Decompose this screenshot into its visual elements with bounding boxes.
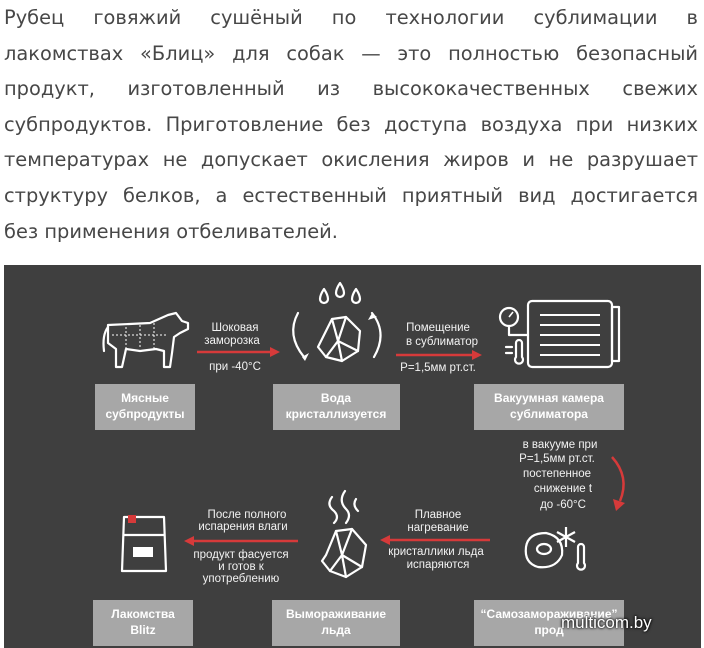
note-text: снижение t [533,483,593,495]
label-offal-line2: субпродукты [105,407,185,421]
label-treats-line2: Blitz [130,623,156,637]
label-box-vacuum-chamber [474,384,624,430]
note-text: нагревание [407,522,469,534]
label-chamber-line1: Вакуумная камера [494,391,604,405]
note-text: заморозка [204,335,260,347]
label-freezeout-line2: льда [321,623,351,637]
note-text: при -40°С [209,361,261,373]
label-treats-line1: Лакомства [111,607,175,621]
label-water-line1: Вода [320,391,352,405]
label-selffreeze-line2: прод [534,623,564,637]
label-box-ice-freeze-out [272,600,400,646]
label-chamber-line2: сублиматора [510,407,588,421]
note-text: Плавное [414,509,462,521]
note-text: Помещение [406,322,470,334]
description-line: субпродуктов. Приготовление без доступа воздуха при низких [4,112,698,136]
label-box-offal [95,384,195,430]
note-text: После полного [207,509,287,521]
label-box-treats [93,600,193,646]
product-description [4,0,698,249]
label-offal-line1: Мясные [121,391,169,405]
note-text: Шоковая [211,322,259,334]
label-box-water [273,384,400,430]
note-text: до -60°С [540,499,586,511]
description-line: Рубец говяжий сушёный по технологии сублимации в [4,6,698,29]
note-text: испарения влаги [198,521,288,533]
note-text: испаряются [406,559,470,571]
description-line: структуру белков, а естественный приятный вид достигается [4,183,698,207]
note-text: постепенное [522,468,592,480]
description-line: без применения отбеливателей. [4,219,338,243]
note-text: P=1,5мм рт.ст. [519,453,595,465]
label-water-line2: кристаллизуется [285,407,387,421]
sublimation-process-infographic [0,265,704,648]
note-text: кристаллики льда [388,546,484,558]
note-text: в вакууме при [522,439,598,451]
note-text: и готов к [218,561,264,573]
note-text: P=1,5мм рт.ст. [400,362,476,374]
watermark: multicom.by [561,613,652,632]
note-text: употреблению [202,573,280,585]
description-line: продукт, изготовленный из высококачественных свежих [4,77,698,101]
note-text: продукт фасуется [193,549,289,561]
description-line: лакомствах «Блиц» для собак — это полностью безопасный [4,41,698,65]
label-selffreeze-line1: “Самозамораживание” [480,607,618,621]
label-freezeout-line1: Вымораживание [285,607,387,621]
note-text: в сублиматор [405,336,479,348]
description-line: температурах не допускает окисления жиров и не разрушает [4,148,698,172]
